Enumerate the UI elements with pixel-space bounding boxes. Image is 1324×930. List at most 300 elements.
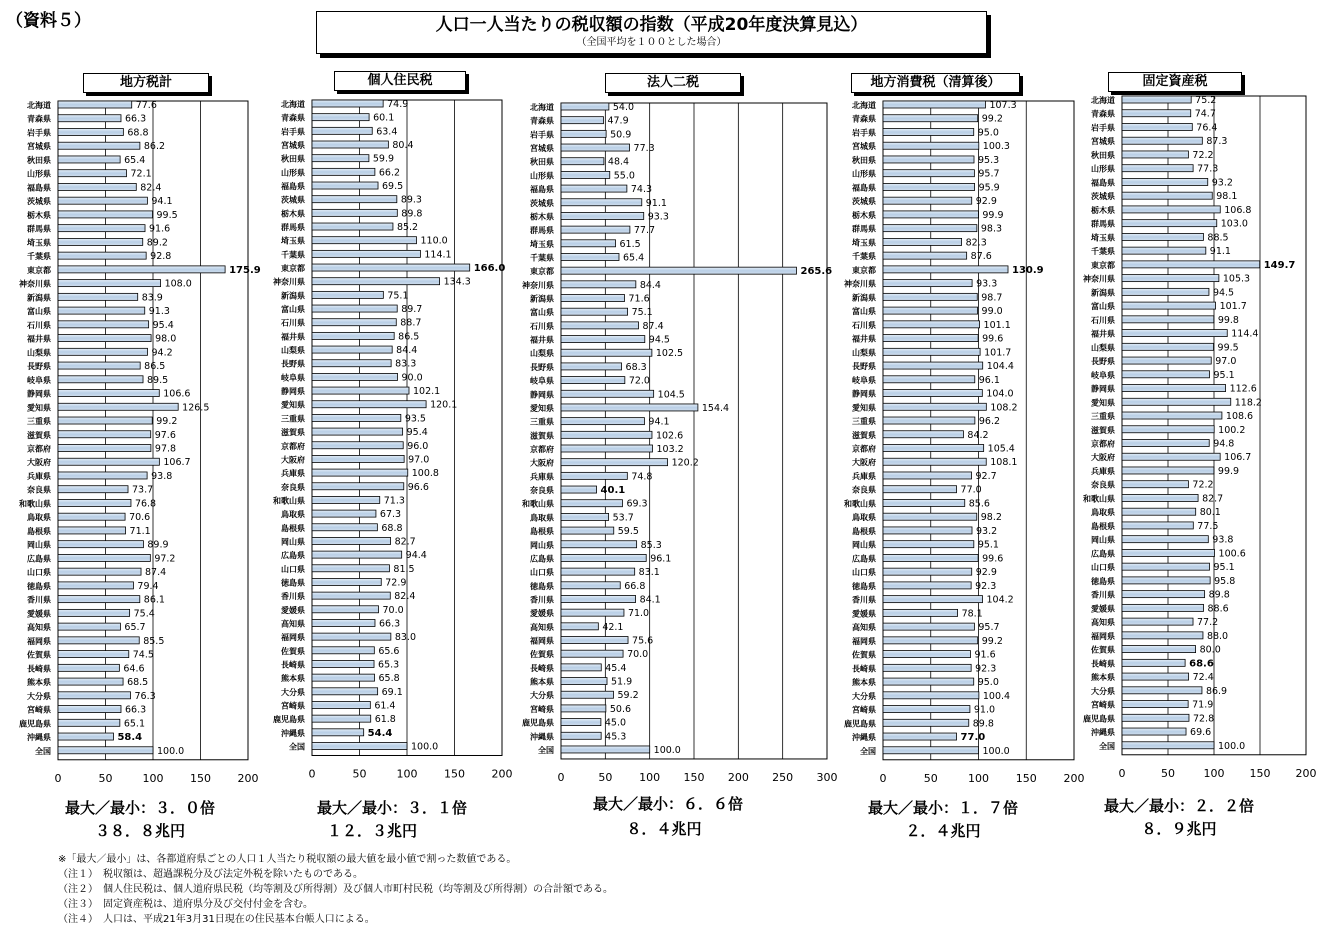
category-label: 群馬県 — [852, 224, 876, 234]
bar — [312, 660, 374, 667]
bar — [561, 678, 607, 685]
bar — [561, 664, 601, 671]
data-label: 94.2 — [151, 347, 173, 359]
data-label: 71.0 — [627, 608, 650, 620]
bar — [312, 414, 401, 421]
category-label: 高知県 — [530, 622, 554, 632]
data-label: 99.2 — [156, 416, 178, 428]
bar — [312, 360, 391, 367]
data-label: 64.6 — [123, 663, 145, 675]
data-label: 77.5 — [1197, 520, 1219, 532]
x-tick-label: 150 — [1015, 771, 1037, 785]
summary-ratio-local-tax-total: 最大／最小：３．０倍 — [64, 799, 215, 817]
data-label: 54.0 — [612, 102, 635, 113]
bar — [58, 706, 121, 713]
data-label: 63.4 — [376, 126, 398, 138]
category-label: 宮城県 — [1091, 137, 1115, 147]
category-label: 山梨県 — [1091, 343, 1115, 353]
category-label: 岐阜県 — [852, 375, 876, 385]
category-label: 岡山県 — [1091, 535, 1115, 545]
category-label: 大阪府 — [1091, 453, 1115, 463]
category-label: 秋田県 — [1091, 150, 1115, 160]
bar — [1122, 316, 1214, 323]
data-label: 84.4 — [396, 345, 418, 357]
category-label: 北海道 — [530, 103, 554, 112]
bar — [58, 472, 147, 479]
data-label: 89.8 — [401, 208, 423, 220]
data-label: 93.8 — [151, 470, 173, 482]
category-label: 青森県 — [852, 114, 876, 124]
category-label: 大阪府 — [281, 455, 305, 465]
category-label: 全国 — [1099, 741, 1115, 751]
data-label: 80.0 — [1199, 644, 1221, 656]
bar — [561, 746, 650, 753]
category-label: 三重県 — [852, 417, 876, 427]
bar — [58, 197, 147, 204]
bar — [312, 469, 408, 476]
note-3: （注３） 固定資産税は、道府県分及び交付付金を含む。 — [58, 899, 313, 910]
bar — [58, 651, 129, 658]
category-label: 新潟県 — [530, 294, 554, 304]
bar — [58, 554, 150, 561]
data-label: 95.3 — [978, 154, 1000, 166]
bar — [883, 706, 970, 713]
data-label: 108.1 — [990, 457, 1018, 469]
category-label: 岐阜県 — [281, 373, 305, 383]
bar — [58, 101, 132, 108]
bar — [312, 223, 393, 230]
category-label: 秋田県 — [281, 154, 305, 164]
bar — [1122, 728, 1186, 735]
bar — [58, 692, 130, 699]
data-label: 112.6 — [1229, 383, 1257, 395]
bar — [883, 527, 972, 534]
data-label: 60.1 — [373, 112, 395, 124]
category-label: 徳島県 — [852, 581, 876, 591]
category-label: 宮崎県 — [530, 704, 554, 714]
bar — [883, 170, 974, 177]
category-label: 新潟県 — [281, 291, 305, 301]
bar — [312, 209, 397, 216]
bar — [561, 719, 601, 726]
bar — [561, 158, 604, 165]
category-label: 鳥取県 — [530, 513, 554, 523]
data-label: 149.7 — [1263, 259, 1296, 271]
data-label: 59.9 — [372, 153, 395, 165]
bar — [1122, 687, 1202, 694]
category-label: 千葉県 — [27, 252, 51, 262]
data-label: 89.2 — [146, 237, 168, 249]
data-label: 108.6 — [1225, 411, 1254, 423]
bar — [58, 170, 126, 177]
summary-total-local-consumption-tax: ２．４兆円 — [905, 822, 981, 840]
category-label: 兵庫県 — [281, 469, 305, 479]
category-label: 福岡県 — [27, 636, 51, 646]
category-label: 宮崎県 — [281, 701, 305, 711]
category-label: 山形県 — [27, 169, 51, 179]
bar — [312, 496, 380, 503]
bar — [561, 144, 630, 151]
category-label: 茨城県 — [852, 197, 876, 207]
chart-local-consumption-tax — [844, 100, 1085, 785]
category-label: 徳島県 — [27, 581, 51, 591]
data-label: 101.7 — [1219, 301, 1247, 313]
bar — [58, 183, 136, 190]
category-label: 佐賀県 — [530, 650, 554, 660]
category-label: 三重県 — [1091, 412, 1115, 422]
bar — [1122, 742, 1214, 749]
bar — [58, 238, 143, 245]
bar — [883, 513, 977, 520]
category-label: 高知県 — [1091, 618, 1115, 628]
category-label: 沖縄県 — [27, 733, 51, 743]
data-label: 59.5 — [617, 526, 639, 538]
category-label: 山口県 — [530, 568, 554, 578]
bar — [312, 455, 404, 462]
data-label: 77.2 — [1197, 617, 1219, 629]
bar — [1122, 549, 1215, 556]
category-label: 愛知県 — [852, 403, 876, 413]
bar — [58, 211, 153, 218]
bar — [58, 637, 139, 644]
data-label: 50.9 — [610, 129, 632, 141]
data-label: 94.1 — [648, 416, 670, 428]
category-label: 鹿児島県 — [273, 715, 305, 725]
bar — [1122, 261, 1260, 268]
bar — [312, 100, 383, 107]
data-label: 65.1 — [123, 718, 146, 730]
data-label: 100.3 — [982, 141, 1010, 153]
category-label: 栃木県 — [27, 210, 51, 220]
data-label: 130.9 — [1012, 264, 1044, 276]
bar — [883, 293, 977, 300]
data-label: 87.4 — [642, 320, 664, 332]
category-label: 和歌山県 — [1083, 494, 1115, 504]
bar — [58, 307, 145, 314]
x-tick-label: 50 — [352, 767, 367, 781]
data-label: 126.5 — [182, 402, 210, 414]
category-label: 茨城県 — [530, 198, 554, 208]
chart-fixed-asset-tax — [1083, 95, 1317, 780]
data-label: 76.3 — [134, 690, 156, 702]
category-label: 岩手県 — [27, 128, 51, 138]
data-label: 61.5 — [619, 238, 641, 250]
category-label: 鳥取県 — [27, 513, 51, 523]
data-label: 154.4 — [701, 402, 730, 414]
bar — [1122, 220, 1217, 227]
category-label: 全国 — [860, 746, 876, 756]
category-label: 石川県 — [852, 320, 876, 330]
data-label: 99.2 — [981, 635, 1003, 647]
bar — [58, 390, 159, 397]
bar — [1122, 137, 1202, 144]
summary-ratio-fixed-asset-tax: 最大／最小：２．２倍 — [1103, 797, 1254, 815]
bar — [883, 280, 972, 287]
bar — [312, 524, 377, 531]
category-label: 愛知県 — [281, 400, 305, 410]
category-label: 鹿児島県 — [1083, 714, 1115, 724]
data-label: 93.3 — [647, 211, 669, 223]
data-label: 61.4 — [374, 700, 396, 712]
data-label: 166.0 — [473, 263, 506, 275]
data-label: 77.0 — [960, 484, 982, 496]
data-label: 120.2 — [671, 457, 699, 469]
data-label: 110.0 — [420, 235, 448, 247]
bar — [58, 266, 225, 273]
summary-total-corporate-two-taxes: ８．４兆円 — [626, 820, 702, 838]
category-label: 愛媛県 — [852, 609, 876, 619]
bar — [58, 486, 128, 493]
category-label: 京都府 — [852, 444, 876, 454]
bar — [883, 348, 980, 355]
category-label: 栃木県 — [530, 212, 554, 222]
data-label: 84.2 — [967, 429, 989, 441]
bar — [58, 348, 147, 355]
summary-ratio-local-consumption-tax: 最大／最小：１．７倍 — [867, 799, 1018, 817]
data-label: 93.2 — [976, 525, 998, 537]
category-label: 山形県 — [1091, 164, 1115, 174]
category-label: 滋賀県 — [27, 430, 51, 440]
data-label: 114.1 — [424, 249, 452, 261]
category-label: 長崎県 — [1091, 659, 1115, 669]
category-label: 大阪府 — [852, 458, 876, 468]
data-label: 55.0 — [613, 170, 635, 182]
category-label: 青森県 — [27, 114, 51, 124]
category-label: 東京都 — [1091, 260, 1115, 270]
category-label: 山梨県 — [852, 348, 876, 358]
bar — [1122, 110, 1191, 117]
category-label: 埼玉県 — [281, 236, 305, 246]
category-label: 高知県 — [281, 619, 305, 629]
category-label: 福岡県 — [852, 636, 876, 646]
x-tick-label: 0 — [54, 771, 62, 785]
data-label: 104.4 — [986, 361, 1014, 373]
bar — [883, 733, 957, 740]
data-label: 61.8 — [374, 714, 396, 726]
category-label: 群馬県 — [1091, 219, 1115, 229]
category-label: 宮崎県 — [1091, 700, 1115, 710]
x-tick-label: 150 — [444, 767, 465, 781]
bar — [1122, 714, 1189, 721]
data-label: 86.9 — [1205, 685, 1228, 697]
bar — [883, 541, 974, 548]
bar — [1122, 494, 1198, 501]
bar — [561, 459, 668, 466]
bar — [58, 664, 119, 671]
data-label: 87.6 — [970, 251, 992, 263]
category-label: 山形県 — [852, 169, 876, 179]
data-label: 106.8 — [1224, 204, 1252, 216]
category-label: 島根県 — [1091, 521, 1115, 531]
bar — [561, 582, 620, 589]
bar — [1122, 467, 1214, 474]
data-label: 99.5 — [156, 209, 178, 221]
bar — [561, 267, 796, 274]
data-label: 89.5 — [147, 374, 169, 386]
bar — [58, 747, 153, 754]
data-label: 79.4 — [137, 580, 159, 592]
category-label: 北海道 — [281, 100, 305, 109]
data-label: 82.3 — [965, 237, 987, 249]
category-label: 岐阜県 — [530, 376, 554, 386]
category-label: 大分県 — [530, 691, 554, 701]
data-label: 74.5 — [132, 649, 154, 661]
bar — [312, 373, 398, 380]
data-label: 45.4 — [605, 662, 627, 674]
data-label: 114.4 — [1231, 328, 1259, 340]
category-label: 富山県 — [1091, 302, 1115, 312]
category-label: 山形県 — [530, 171, 554, 181]
bar — [312, 537, 391, 544]
data-label: 86.2 — [143, 141, 166, 153]
bar — [561, 103, 609, 110]
category-label: 和歌山県 — [522, 499, 554, 509]
category-label: 福岡県 — [530, 636, 554, 646]
bar — [561, 253, 619, 260]
bar — [883, 445, 984, 452]
bar — [561, 349, 652, 356]
data-label: 75.1 — [387, 290, 409, 302]
data-label: 89.8 — [972, 718, 994, 730]
chart-corporate-two-taxes — [522, 102, 838, 784]
data-label: 118.2 — [1234, 397, 1262, 409]
bar — [561, 185, 627, 192]
bar — [561, 171, 610, 178]
bar — [58, 252, 146, 259]
data-label: 92.3 — [975, 663, 997, 675]
bar — [561, 281, 636, 288]
data-label: 94.1 — [151, 196, 173, 208]
x-tick-label: 0 — [557, 770, 565, 784]
data-label: 73.7 — [132, 484, 154, 496]
category-label: 群馬県 — [530, 226, 554, 236]
category-label: 全国 — [538, 745, 554, 755]
x-tick-label: 0 — [879, 771, 887, 785]
category-label: 青森県 — [1091, 109, 1115, 119]
category-label: 福井県 — [27, 334, 51, 344]
category-label: 奈良県 — [530, 486, 554, 496]
data-label: 93.8 — [1212, 534, 1234, 546]
bar — [58, 541, 143, 548]
category-label: 山梨県 — [530, 349, 554, 359]
data-label: 65.3 — [378, 659, 400, 671]
data-label: 42.1 — [602, 621, 624, 633]
bar — [1122, 151, 1188, 158]
category-label: 北海道 — [1091, 96, 1115, 105]
category-label: 佐賀県 — [1091, 645, 1115, 655]
category-label: 福岡県 — [1091, 631, 1115, 641]
data-label: 96.1 — [978, 374, 1000, 386]
bar — [1122, 302, 1216, 309]
bar — [883, 747, 979, 754]
data-label: 48.4 — [607, 156, 630, 168]
bar — [312, 428, 403, 435]
bar — [883, 637, 978, 644]
data-label: 92.9 — [975, 196, 997, 208]
chart-local-tax-total — [19, 100, 261, 785]
data-label: 82.7 — [1202, 493, 1224, 505]
bar — [561, 472, 627, 479]
bar — [883, 582, 971, 589]
category-label: 茨城県 — [281, 195, 305, 205]
bar — [883, 458, 986, 465]
category-label: 沖縄県 — [852, 733, 876, 743]
category-label: 福井県 — [281, 332, 305, 342]
x-tick-label: 200 — [237, 771, 259, 785]
bar — [561, 623, 598, 630]
data-label: 91.6 — [974, 649, 996, 661]
bar — [883, 362, 983, 369]
data-label: 107.3 — [989, 100, 1017, 111]
data-label: 87.3 — [1206, 136, 1228, 148]
bar — [883, 238, 962, 245]
bar — [883, 678, 974, 685]
data-label: 94.8 — [1213, 438, 1235, 450]
category-label: 茨城県 — [1091, 192, 1115, 202]
bar — [883, 335, 978, 342]
data-label: 100.0 — [157, 745, 185, 757]
category-label: 岡山県 — [852, 540, 876, 550]
data-label: 83.3 — [395, 358, 417, 370]
data-label: 100.0 — [982, 745, 1010, 757]
category-label: 鹿児島県 — [522, 718, 554, 728]
bar — [1122, 371, 1209, 378]
data-label: 99.0 — [981, 306, 1003, 318]
summary-total-fixed-asset-tax: ８．９兆円 — [1141, 820, 1217, 838]
category-label: 富山県 — [530, 308, 554, 318]
data-label: 84.1 — [639, 594, 661, 606]
category-label: 佐賀県 — [27, 650, 51, 660]
bar — [58, 527, 126, 534]
category-label: 滋賀県 — [852, 430, 876, 440]
summary-total-local-tax-total: ３８．８兆円 — [94, 822, 185, 840]
bar — [312, 565, 389, 572]
bar — [561, 363, 622, 370]
data-label: 80.4 — [392, 140, 414, 152]
data-label: 99.6 — [982, 333, 1004, 345]
data-label: 50.6 — [609, 703, 632, 715]
data-label: 108.2 — [990, 402, 1018, 414]
category-label: 東京都 — [530, 267, 554, 277]
bar — [1122, 481, 1188, 488]
x-tick-label: 50 — [1161, 766, 1175, 780]
bar — [1122, 192, 1212, 199]
note-ratio-definition: ※「最大／最小」は、各都道府県ごとの人口１人当たり税収額の最大値を最小値で割った数値である。 — [58, 854, 517, 865]
data-label: 106.7 — [1224, 452, 1252, 464]
bar — [312, 332, 394, 339]
data-label: 67.3 — [379, 509, 402, 521]
category-label: 山口県 — [281, 564, 305, 574]
data-label: 91.1 — [645, 197, 667, 209]
category-label: 佐賀県 — [852, 650, 876, 660]
data-label: 91.0 — [973, 704, 996, 716]
bar — [883, 431, 963, 438]
chart-title-individual-resident-tax: 個人住民税 — [334, 71, 466, 91]
bar — [58, 403, 178, 410]
category-label: 長崎県 — [530, 663, 554, 673]
category-label: 栃木県 — [852, 210, 876, 220]
category-label: 香川県 — [530, 595, 554, 605]
bar — [1122, 563, 1209, 570]
data-label: 102.1 — [412, 386, 441, 398]
bar — [312, 442, 403, 449]
bar — [58, 582, 133, 589]
bar — [1122, 275, 1219, 282]
data-label: 72.2 — [1192, 479, 1214, 491]
category-label: 富山県 — [852, 307, 876, 317]
x-tick-label: 200 — [727, 770, 749, 784]
category-label: 長野県 — [530, 362, 554, 372]
